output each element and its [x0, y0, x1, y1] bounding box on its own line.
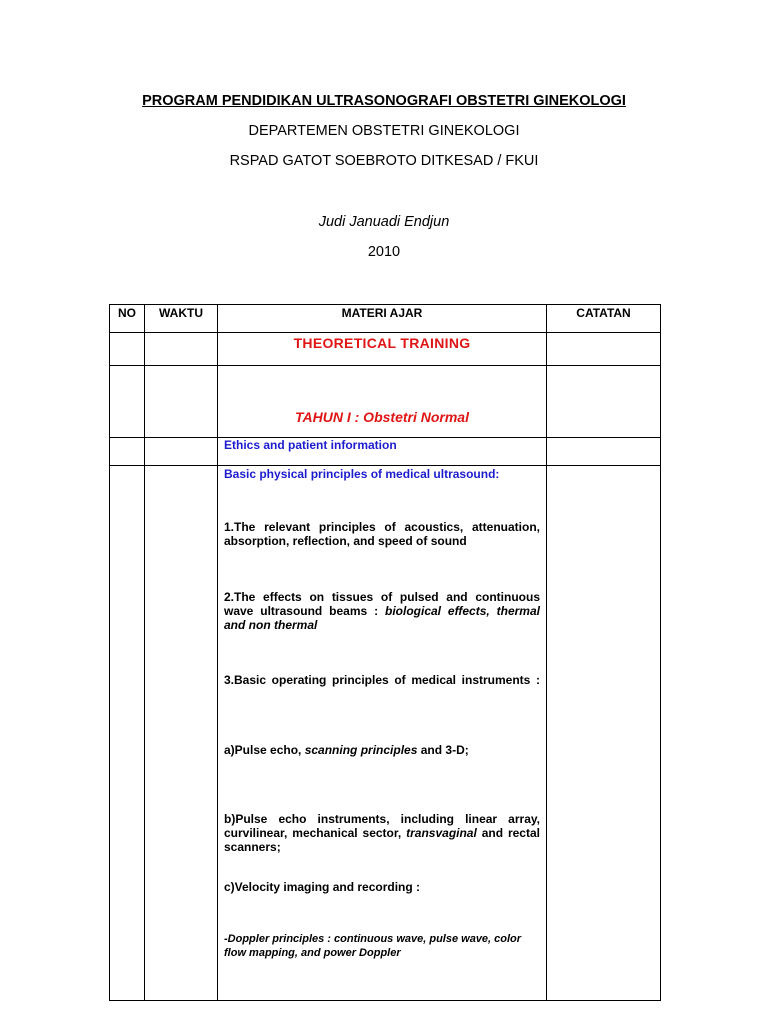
column-header-catatan: CATATAN [547, 305, 661, 333]
column-header-waktu: WAKTU [145, 305, 218, 333]
list-item: a)Pulse echo, scanning principles and 3-D; [224, 743, 469, 757]
table-row [110, 333, 661, 366]
column-header-no: NO [110, 305, 145, 333]
author-name: Judi Januadi Endjun [318, 214, 450, 230]
topic-content [218, 466, 547, 1001]
department-name: DEPARTEMEN OBSTETRI GINEKOLOGI [248, 123, 520, 139]
section-heading: THEORETICAL TRAINING [218, 333, 547, 366]
table-row [110, 366, 661, 438]
hospital-name: RSPAD GATOT SOEBROTO DITKESAD / FKUI [229, 153, 539, 169]
list-item: 3.Basic operating principles of medical instruments : [224, 673, 540, 687]
schedule-table [109, 304, 661, 1001]
list-item: 1.The relevant principles of acoustics, attenuation, absorption, reflection, and speed of sound [224, 520, 540, 548]
topic-physics: Basic physical principles of medical ultrasound: [224, 467, 500, 481]
document-year: 2010 [367, 244, 401, 260]
list-item: c)Velocity imaging and recording : [224, 880, 421, 894]
list-item: 2.The effects on tissues of pulsed and continuous wave ultrasound beams : biological effects, thermal and non thermal [224, 590, 540, 632]
table-header-row [110, 305, 661, 333]
document-title: PROGRAM PENDIDIKAN ULTRASONOGRAFI OBSTETRI GINEKOLOGI [142, 93, 626, 109]
topic-ethics: Ethics and patient information [218, 438, 547, 466]
table-row [110, 438, 661, 466]
list-item: -Doppler principles : continuous wave, pulse wave, color flow mapping, and power Doppler [224, 933, 522, 959]
year-heading: TAHUN I : Obstetri Normal [218, 366, 547, 438]
column-header-materi: MATERI AJAR [218, 305, 547, 333]
list-item: b)Pulse echo instruments, including linear array, curvilinear, mechanical sector, transvaginal and rectal scanners; [224, 812, 540, 854]
table-row [110, 466, 661, 1001]
